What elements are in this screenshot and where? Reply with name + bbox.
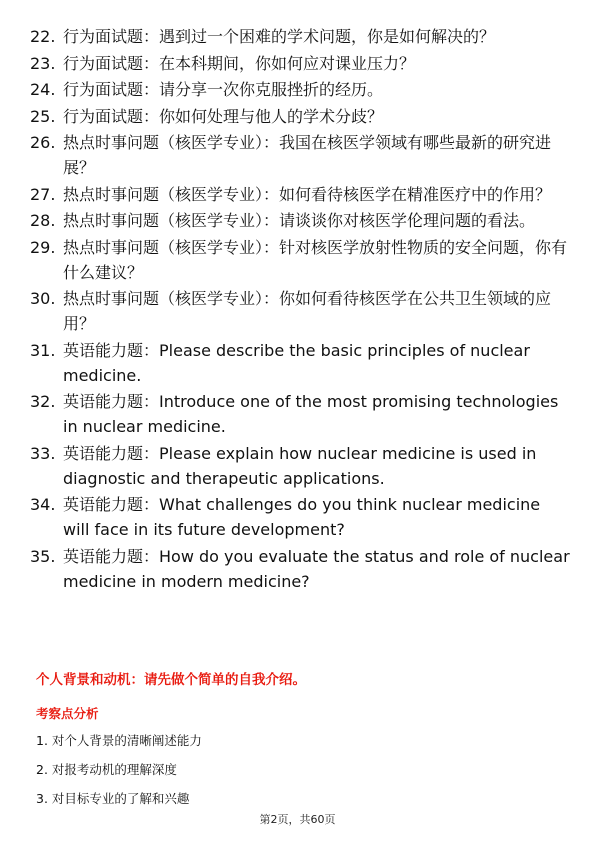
question-item (30, 208, 570, 233)
question-text: 行为面试题：你如何处理与他人的学术分歧？ (63, 106, 384, 126)
page-footer: 第2页，共60页 (259, 813, 336, 826)
question-text: 行为面试题：在本科期间，你如何应对课业压力？ (63, 53, 416, 73)
question-number: 28. (30, 211, 56, 230)
question-text: 热点时事问题（核医学专业）：针对核医学放射性物质的安全问题，你有什么建议？ (63, 237, 568, 282)
analysis-points (36, 732, 566, 808)
question-item (30, 441, 570, 491)
question-item (30, 544, 570, 594)
question-number: 22. (30, 27, 56, 46)
question-number: 34. (30, 495, 56, 514)
question-item (30, 24, 570, 49)
question-text: 热点时事问题（核医学专业）：我国在核医学领域有哪些最新的研究进展？ (63, 133, 552, 177)
question-text: 热点时事问题（核医学专业）：你如何看待核医学在公共卫生领域的应用？ (63, 289, 552, 333)
question-text: 行为面试题：遇到过一个困难的学术问题，你是如何解决的？ (63, 27, 496, 46)
question-text: 热点时事问题（核医学专业）：请谈谈你对核医学伦理问题的看法。 (63, 211, 536, 230)
question-text: 热点时事问题（核医学专业）：如何看待核医学在精准医疗中的作用？ (63, 184, 552, 204)
question-item (30, 104, 570, 129)
question-number: 27. (30, 184, 56, 204)
question-number: 23. (30, 53, 56, 73)
question-text: 英语能力题：Please describe the basic principles of nuclear medicine. (63, 340, 530, 385)
question-text: 行为面试题：请分享一次你克服挫折的经历。 (63, 80, 384, 99)
analysis-section (36, 670, 566, 819)
analysis-point: 1. 对个人背景的清晰阐述能力 (36, 733, 202, 748)
question-number: 24. (30, 80, 56, 99)
question-item (30, 286, 570, 336)
question-number: 32. (30, 392, 56, 411)
question-item (30, 77, 570, 102)
question-item (30, 130, 570, 180)
question-text: 英语能力题：How do you evaluate the status and role of nuclear medicine in modern medicine? (63, 546, 570, 591)
section-title: 个人背景和动机：请先做个简单的自我介绍。 (36, 672, 306, 688)
question-item (30, 182, 570, 207)
section-subtitle: 考察点分析 (36, 706, 99, 721)
question-item (30, 338, 570, 388)
question-item (30, 51, 570, 76)
question-number: 25. (30, 106, 56, 126)
question-item (30, 492, 570, 542)
question-list (30, 24, 570, 595)
question-item (30, 235, 570, 285)
analysis-point: 3. 对目标专业的了解和兴趣 (36, 791, 190, 806)
question-number: 26. (30, 133, 56, 152)
question-number: 33. (30, 443, 56, 463)
analysis-point: 2. 对报考动机的理解深度 (36, 762, 177, 777)
question-number: 31. (30, 340, 56, 360)
question-number: 30. (30, 289, 56, 308)
question-text: 英语能力题：Introduce one of the most promising technologies in nuclear medicine. (63, 392, 559, 436)
question-text: 英语能力题：Please explain how nuclear medicine is used in diagnostic and therapeutic applications. (63, 443, 537, 488)
question-item (30, 389, 570, 439)
question-number: 35. (30, 546, 56, 566)
question-text: 英语能力题：What challenges do you think nuclear medicine will face in its future development? (63, 495, 541, 539)
question-number: 29. (30, 237, 56, 257)
